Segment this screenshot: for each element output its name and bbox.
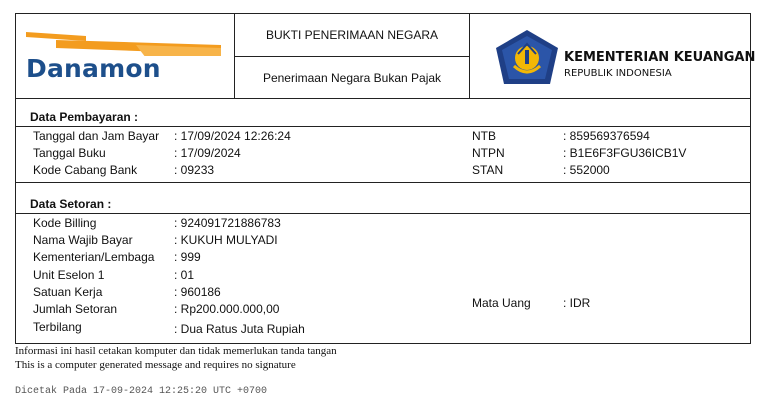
ministry-logo-cell (470, 14, 756, 98)
kemenkeu-emblem-icon (492, 28, 562, 88)
deposit-section-title: Data Setoran : (30, 197, 112, 211)
deposit-label: Terbilang (33, 320, 82, 334)
payment-value: : 09233 (174, 163, 215, 177)
document-subtitle: Penerimaan Negara Bukan Pajak (262, 70, 442, 85)
payment-value: : 17/09/2024 (174, 146, 241, 160)
deposit-value: : 924091721886783 (174, 216, 281, 230)
bank-name: Danamon (26, 54, 161, 83)
deposit-value: : 999 (174, 250, 201, 264)
payment-section-divider (16, 126, 750, 127)
deposit-label: Jumlah Setoran (33, 302, 118, 316)
document-title: BUKTI PENERIMAAN NEGARA (235, 14, 469, 57)
payment-value: : 552000 (563, 163, 610, 177)
deposit-section-divider (16, 213, 750, 214)
payment-label: Tanggal dan Jam Bayar (33, 129, 160, 143)
ministry-name: KEMENTERIAN KEUANGAN (564, 50, 756, 65)
payment-label: NTPN (472, 146, 505, 160)
deposit-label: Nama Wajib Bayar (33, 233, 133, 247)
currency-label: Mata Uang (472, 296, 531, 310)
payment-label: Kode Cabang Bank (33, 163, 138, 177)
payment-value: : 859569376594 (563, 129, 650, 143)
deposit-value: : Rp200.000.000,00 (174, 302, 280, 316)
currency-value: : IDR (563, 296, 591, 310)
bank-logo-cell (16, 14, 235, 98)
deposit-value: : 960186 (174, 285, 221, 299)
receipt-header (16, 14, 756, 99)
payment-receipt (15, 13, 756, 344)
payment-label: Tanggal Buku (33, 146, 106, 160)
footer-note-id: Informasi ini hasil cetakan komputer dan tidak memerlukan tanda tangan (15, 345, 337, 357)
deposit-label: Kementerian/Lembaga (33, 250, 155, 264)
danamon-logo-icon (16, 14, 234, 56)
ministry-subtitle: REPUBLIK INDONESIA (564, 68, 672, 79)
printed-timestamp: Dicetak Pada 17-09-2024 12:25:20 UTC +0700 (15, 386, 268, 397)
document-type-cell (235, 14, 470, 98)
deposit-label: Unit Eselon 1 (33, 268, 105, 282)
deposit-label: Satuan Kerja (33, 285, 103, 299)
deposit-label: Kode Billing (33, 216, 97, 230)
section-divider (16, 182, 750, 183)
payment-label: STAN (472, 163, 504, 177)
payment-section-title: Data Pembayaran : (30, 110, 139, 124)
payment-label: NTB (472, 129, 496, 143)
footer-note-en: This is a computer generated message and requires no signature (15, 359, 296, 371)
payment-value: : 17/09/2024 12:26:24 (174, 129, 291, 143)
deposit-value: : 01 (174, 268, 195, 282)
deposit-value: : KUKUH MULYADI (174, 233, 278, 247)
deposit-value: : Dua Ratus Juta Rupiah (174, 322, 305, 336)
payment-value: : B1E6F3FGU36ICB1V (563, 146, 687, 160)
